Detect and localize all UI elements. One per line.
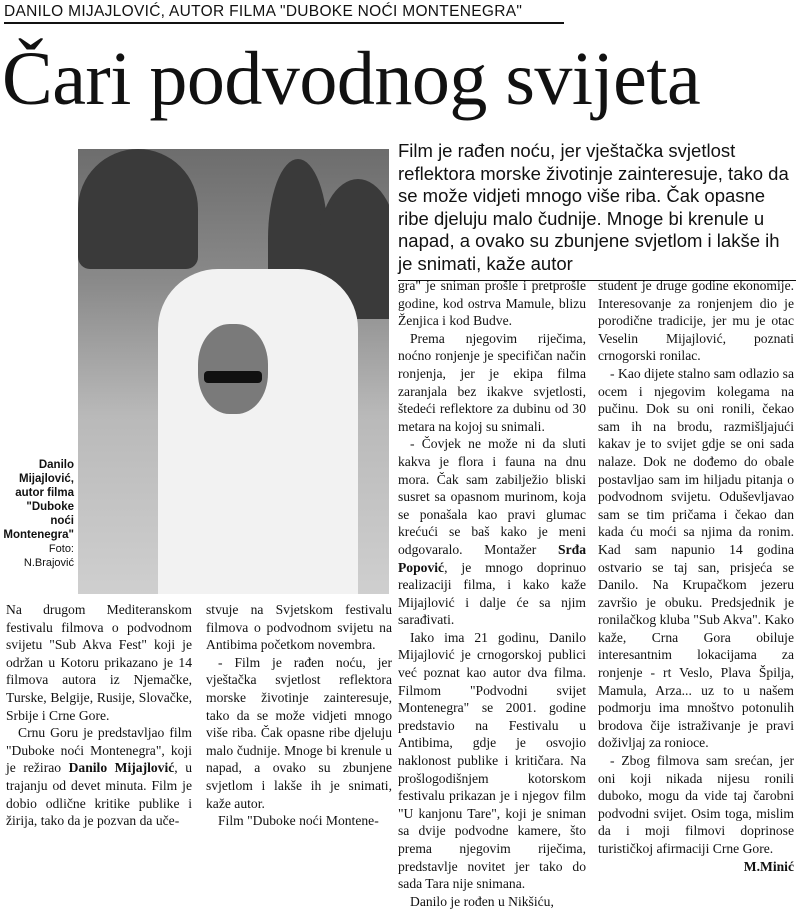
article-column-3 — [398, 277, 586, 910]
paragraph: - Film je rađen noću, jer vještačka svjetlost reflektora morske životinje zainteresuje, tako da se može vidjeti mnogo više riba. Čak opasne ribe djeluju malo čudnije. Mnoge bi krenule u napad, a ovako su zbunjene svjetlom i lakše ih je snimati, kaže autor. — [206, 654, 392, 811]
lead-quote: Film je rađen noću, jer vještačka svjetlost reflektora morske životinje zainteresuje, tako da se može vidjeti mnogo više riba. Čak opasne ribe djeluju malo čudnije. Mnoge bi krenule u napad, a ovako su zbunjene svjetlom i lakše ih je snimati, kaže autor — [398, 140, 796, 281]
photo-caption — [2, 458, 74, 570]
paragraph: Prema njegovim riječima, noćno ronjenje je specifičan način ronjenja, jer je ekipa filma zaranjala bez ikakve svjetlosti, štedeći reflektore za dubinu od 30 metara na kojoj su snimali. — [398, 330, 586, 434]
portrait-photo — [78, 149, 389, 594]
paragraph: - Zbog filmova sam srećan, jer oni koji nikada nijesu ronili duboko, mogu da vide taj čarobni podvodni svijet. Osim toga, mislim da i moji filmovi doprinose turističkoj afirmaciji Crne Gore. — [598, 753, 794, 856]
paragraph: Na drugom Mediteranskom festivalu filmova o podvodnom svijetu "Sub Akva Fest" koji je održan u Kotoru prikazano je 14 filmova autora iz Njemačke, Turske, Belgije, Rusije, Slovačke, Srbije i Crne Gore. — [6, 602, 192, 723]
director-name: Danilo Mijajlović — [68, 760, 175, 776]
article-column-1 — [6, 601, 192, 830]
kicker: DANILO MIJAJLOVIĆ, AUTOR FILMA "DUBOKE NOĆI MONTENEGRA" — [4, 2, 564, 24]
paragraph: student je druge godine ekonomije. Interesovanje za ronjenjem dio je porodične tradicije, jer mu je otac Veselin Mijajlović, poznati crnogorski ronilac. — [598, 278, 794, 364]
photo-credit: Foto: N.Brajović — [23, 543, 74, 569]
article-column-4 — [598, 277, 794, 875]
paragraph: Danilo je rođen u Nikšiću, — [410, 893, 554, 909]
caption-text: Danilo Mijajlović, autor filma "Duboke noći Montenegra" — [3, 459, 74, 541]
headline: Čari podvodnog svijeta — [2, 37, 701, 121]
paragraph: stvuje na Svjetskom festivalu filmova o podvodnom svijetu na Antibima početkom novembra. — [206, 602, 392, 653]
paragraph: Crnu Goru je predstavljao film "Duboke noći Montenegra", koji je režirao Danilo Mijajlović, u trajanju od devet minuta. Film je dobio odlične kritike publike i žirija, tako da je pozvan da uče- — [6, 725, 192, 829]
paragraph: gra" je sniman prošle i pretprošle godine, kod ostrva Mamule, blizu Ženjica i kod Budve. — [398, 278, 586, 329]
paragraph: Film "Duboke noći Montene- — [218, 813, 379, 829]
editor-name: Srđa Popović — [398, 541, 586, 575]
paragraph: Iako ima 21 godinu, Danilo Mijajlović je crnogorskoj publici već poznat kao autor dva filma. Filmom "Podvodni svijet Montenegra" se 2001. godine predstavio na Festivalu u Antibima, gdje je osvojio naklonost publike i kritičara. Na prošlogodišnjem kotorskom festivalu prikazan je i njegov film "U kanjonu Tare", koji je sniman sa dvije podvodne kamere, što prema njegovim riječima, predstavlje novitet jer tako do sada Tara nije snimana. — [398, 629, 586, 892]
paragraph: - Čovjek ne može ni da sluti kakva je flora i fauna na dnu mora. Čak sam zabilježio bliski susret sa opasnom murinom, koja se ponašala kao pravi glumac krećući se baš kako je meni odgovaralo. Montažer Srđa Popović, je mnogo doprinuo realizaciji filma, i kako kaže Mijajlović i dalje će sa njim sarađivati. — [398, 436, 586, 628]
article-column-2 — [206, 601, 392, 830]
paragraph: - Kao dijete stalno sam odlazio sa ocem i njegovim kolegama na pučinu. Dok su oni ronili, čekao sam ih na brodu, razmišljajući kakav je to svijet gdje se oni sada nalaze. Dok ne dođemo do obale postavljao sam im hiljadu pitanja o podvodnom svijetu. Oduševljavao sam se tim pričama i čekao dan kada ću moći sa njima da ronim. Kad sam napunio 14 godina ostvario se taj san, prisjeća se Danilo. Na Krupačkom jezeru završio je obuku. Predsjednik je ronilačkog kluba "Sub Akva". Kako kaže, Crna Gora obiluje interesantnim lokacijama za ronjenje - rt Veslo, Plava Špilja, Mamula, Arza... uz to u našem podmorju ima mnoštvo potonulih brodova čije istraživanje je pravi doživljaj za ronioce. — [598, 365, 794, 751]
byline: M.Minić — [743, 858, 794, 874]
